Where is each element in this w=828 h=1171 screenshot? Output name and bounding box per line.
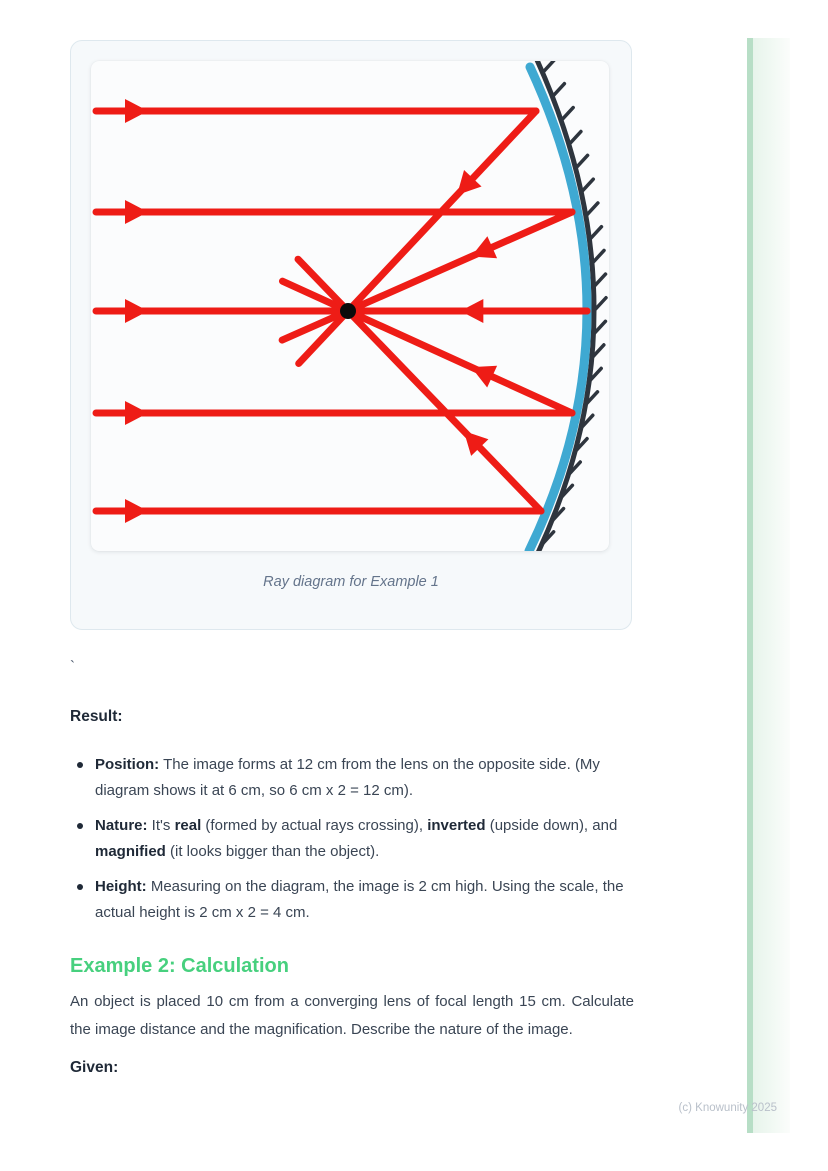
given-heading: Given: [70,1059,119,1077]
list-item: Height: Measuring on the diagram, the image is 2 cm high. Using the scale, the actual height is 2 cm x 2 = 4 cm. [70,874,634,926]
incident-ray-arrowhead [125,99,148,123]
ray-diagram-panel [91,61,609,551]
page-edge-green-line [747,38,753,1133]
incident-ray-arrowhead [125,200,148,224]
result-bullet-list [70,752,634,926]
figure-caption: Ray diagram for Example 1 [263,574,439,590]
focal-point-dot [340,303,356,319]
result-heading: Result: [70,708,123,725]
example2-heading: Example 2: Calculation [70,955,289,977]
figure-card [70,40,632,630]
list-item: Nature: It's real (formed by actual rays crossing), inverted (upside down), and magnified (it looks bigger than the object). [70,813,634,865]
reflected-ray-arrowhead [460,299,483,323]
copyright-watermark: (c) Knowunity 2025 [678,1102,777,1114]
list-item: Position: The image forms at 12 cm from the lens on the opposite side. (My diagram shows it at 6 cm, so 6 cm x 2 = 12 cm). [70,752,634,804]
reflected-ray [299,111,536,363]
incident-ray-arrowhead [125,499,148,523]
stray-backtick-character: ` [70,658,75,675]
incident-ray-arrowhead [125,401,148,425]
example2-paragraph: An object is placed 10 cm from a converging lens of focal length 15 cm. Calculate the image distance and the magnification. Describe the nature of the image. [70,993,634,1038]
ray-diagram-figure [91,61,609,551]
incident-ray-arrowhead [125,299,148,323]
page-edge-green-panel [753,38,790,1133]
document-body [70,704,634,1081]
